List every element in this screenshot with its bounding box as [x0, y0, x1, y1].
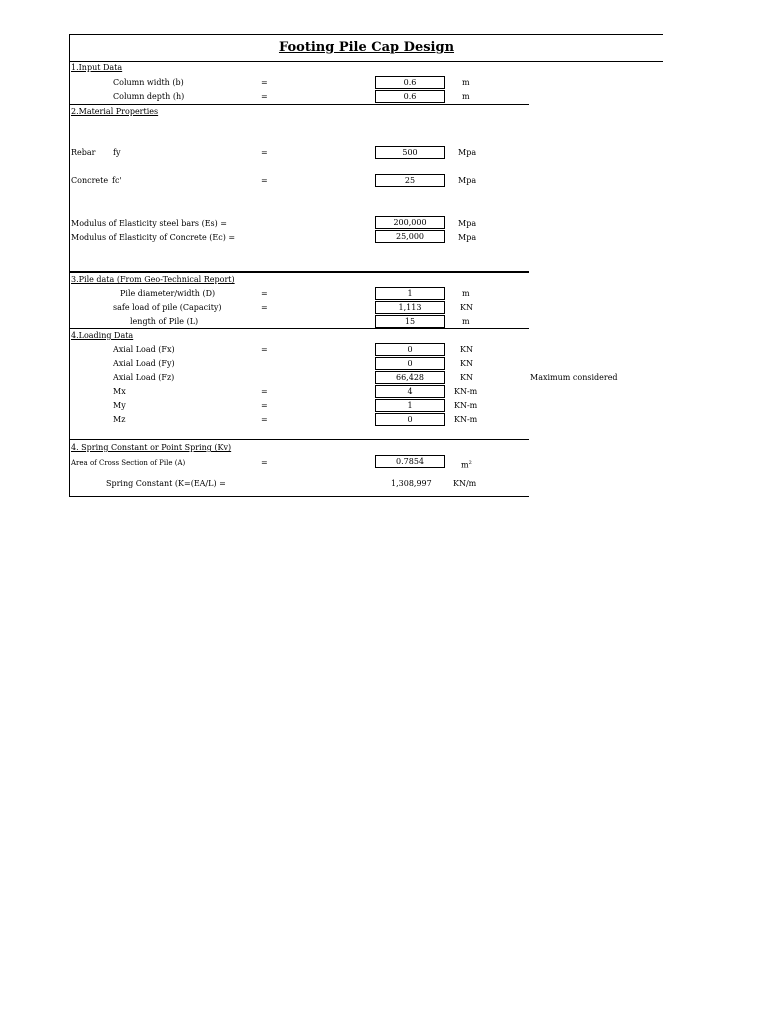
es-value[interactable]: 200,000 — [375, 216, 445, 229]
area-unit-base: m — [461, 460, 469, 470]
mx-unit: KN-m — [454, 387, 478, 396]
axial-fx-label: Axial Load (Fx) — [113, 345, 175, 354]
ec-value[interactable]: 25,000 — [375, 230, 445, 243]
section-divider — [69, 439, 529, 440]
page-title: Footing Pile Cap Design — [278, 40, 455, 55]
column-depth-label: Column depth (h) — [113, 92, 185, 101]
ec-unit: Mpa — [458, 233, 477, 242]
concrete-fc-label: fc' — [112, 176, 122, 185]
area-unit — [461, 458, 472, 471]
area-unit-superscript: 2 — [468, 460, 472, 466]
axial-fx-value[interactable]: 0 — [375, 343, 445, 356]
mx-label: Mx — [113, 387, 126, 396]
my-label: My — [113, 401, 126, 410]
concrete-unit: Mpa — [458, 176, 477, 185]
section-spring-constant: 4. Spring Constant or Point Spring (Kv) — [71, 443, 232, 452]
mz-value[interactable]: 0 — [375, 413, 445, 426]
section-divider — [69, 328, 529, 329]
axial-fx-unit: KN — [460, 345, 473, 354]
safe-load-value[interactable]: 1,113 — [375, 301, 445, 314]
my-equals: = — [261, 401, 268, 410]
column-width-value[interactable]: 0.6 — [375, 76, 445, 89]
rebar-unit: Mpa — [458, 148, 477, 157]
column-depth-value[interactable]: 0.6 — [375, 90, 445, 103]
rebar-equals: = — [261, 148, 268, 157]
column-width-label: Column width (b) — [113, 78, 184, 87]
rebar-label: Rebar — [71, 148, 96, 157]
area-label: Area of Cross Section of Pile (A) — [71, 459, 186, 467]
area-equals: = — [261, 458, 268, 467]
axial-fy-label: Axial Load (Fy) — [113, 359, 175, 368]
axial-fy-unit: KN — [460, 359, 473, 368]
section-divider — [69, 271, 529, 273]
section-loading-data: 4.Loading Data — [71, 331, 134, 340]
rebar-fy-value[interactable]: 500 — [375, 146, 445, 159]
axial-fy-value[interactable]: 0 — [375, 357, 445, 370]
column-width-unit: m — [462, 78, 470, 87]
column-depth-equals: = — [261, 92, 268, 101]
safe-load-unit: KN — [460, 303, 473, 312]
section-pile-data: 3.Pile data (From Geo-Technical Report) — [71, 275, 235, 284]
mz-label: Mz — [113, 415, 126, 424]
pile-diameter-unit: m — [462, 289, 470, 298]
axial-fz-value[interactable]: 66,428 — [375, 371, 445, 384]
column-depth-unit: m — [462, 92, 470, 101]
pile-length-value[interactable]: 15 — [375, 315, 445, 328]
axial-fx-equals: = — [261, 345, 268, 354]
mx-value[interactable]: 4 — [375, 385, 445, 398]
pile-diameter-value[interactable]: 1 — [375, 287, 445, 300]
column-width-equals: = — [261, 78, 268, 87]
axial-fz-unit: KN — [460, 373, 473, 382]
concrete-equals: = — [261, 176, 268, 185]
safe-load-label: safe load of pile (Capacity) — [113, 303, 222, 312]
concrete-label: Concrete — [71, 176, 109, 185]
concrete-fc-value[interactable]: 25 — [375, 174, 445, 187]
section-divider — [69, 104, 529, 105]
pile-diameter-label: Pile diameter/width (D) — [120, 289, 216, 298]
axial-fz-note: Maximum considered — [530, 373, 618, 382]
area-value[interactable]: 0.7854 — [375, 455, 445, 468]
my-value[interactable]: 1 — [375, 399, 445, 412]
section-material-properties: 2.Material Properties — [71, 107, 159, 116]
mz-unit: KN-m — [454, 415, 478, 424]
axial-fz-label: Axial Load (Fz) — [113, 373, 175, 382]
es-unit: Mpa — [458, 219, 477, 228]
pile-diameter-equals: = — [261, 289, 268, 298]
mz-equals: = — [261, 415, 268, 424]
top-border — [69, 34, 663, 35]
my-unit: KN-m — [454, 401, 478, 410]
spring-constant-label: Spring Constant (K=(EA/L) = — [106, 479, 226, 488]
spring-constant-unit: KN/m — [453, 479, 477, 488]
spring-constant-value: 1,308,997 — [391, 479, 432, 488]
safe-load-equals: = — [261, 303, 268, 312]
rebar-fy-label: fy — [113, 148, 121, 157]
ec-label: Modulus of Elasticity of Concrete (Ec) = — [71, 233, 236, 242]
pile-length-label: length of Pile (L) — [130, 317, 199, 326]
title-underline-border — [69, 61, 663, 62]
es-label: Modulus of Elasticity steel bars (Es) = — [71, 219, 228, 228]
section-input-data: 1.Input Data — [71, 63, 123, 72]
pile-length-unit: m — [462, 317, 470, 326]
bottom-border — [69, 496, 529, 497]
mx-equals: = — [261, 387, 268, 396]
